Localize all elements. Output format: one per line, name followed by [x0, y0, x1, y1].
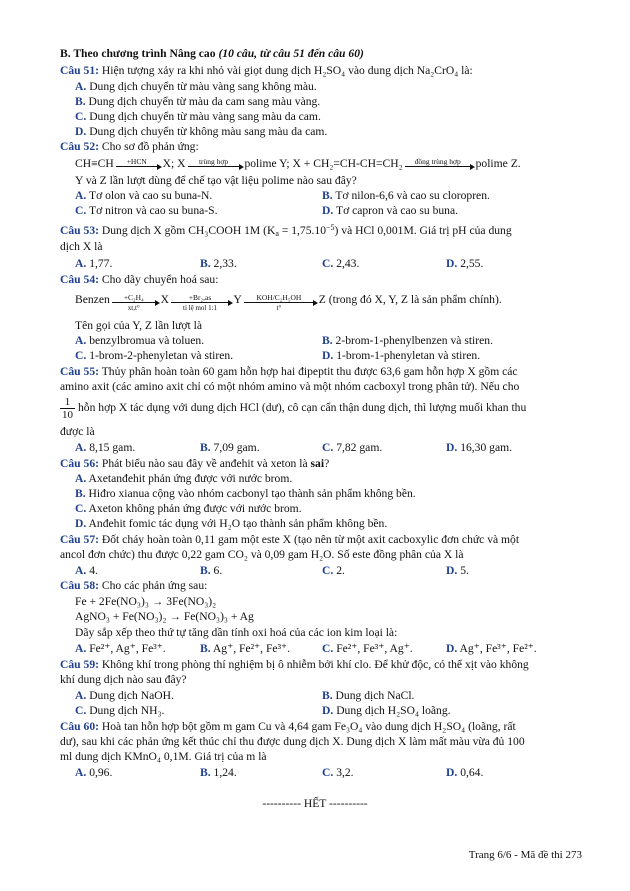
question-51 — [60, 63, 473, 78]
option-d: D. Anđehit fomic tác dụng với H₂O tạo thành sản phẩm không bền. — [75, 517, 388, 530]
question-52: Câu 52: Cho sơ đồ phản ứng: — [60, 140, 199, 153]
conversion-scheme: Benzen +C₂H₄ xt,t° X +Br₂,as tỉ lệ mol 1:1 Y KOH/C₂H₅OH t° Z (trong đó X, Y, Z là sản phẩm chính). — [75, 293, 502, 312]
option-a: A. 1,77. — [75, 257, 113, 270]
question-54: Câu 54: Cho dãy chuyển hoá sau: — [60, 273, 219, 286]
question-stem-cont: dư), sau khi các phản ứng kết thúc chỉ thu được dung dịch X. Dung dịch X làm mất màu vừa đủ 100 — [60, 735, 525, 748]
reaction-scheme: CH≡CH +HCN X; X trùng hợp polime Y; X + CH₂=CH-CH=CH₂ đồng trùng hợp polime Z. — [75, 157, 521, 170]
question-prompt: Tên gọi của Y, Z lần lượt là — [75, 319, 203, 332]
option-b: B. 2-brom-1-phenylbenzen và stiren. — [322, 334, 493, 347]
question-55: Câu 55: Thủy phân hoàn toàn 60 gam hỗn hợp hai đipeptit thu được 63,6 gam hỗn hợp X gồm các — [60, 365, 518, 378]
question-56: Câu 56: Phát biểu nào sau đây về anđehit và xeton là sai? — [60, 457, 330, 470]
question-stem-cont: ancol đơn chức) thu được 0,22 gam CO₂ và 0,09 gam H₂O. Số este đồng phân của X là — [60, 548, 464, 561]
option-b: B. 7,09 gam. — [200, 441, 260, 454]
option-d: D. 16,30 gam. — [446, 441, 513, 454]
option-b: B. Hiđro xianua cộng vào nhóm cacbonyl tạo thành sản phẩm không bền. — [75, 487, 416, 500]
option-c: C. 2. — [322, 564, 345, 577]
option-a: A. benzylbromua và toluen. — [75, 334, 205, 347]
question-stem: Hiện tượng xảy ra khi nhỏ vài giọt dung dịch H₂SO₄ vào dung dịch Na₂CrO₄ là: — [101, 64, 473, 77]
fraction: $\frac{1}{10}$ — [62, 396, 73, 421]
option-c: C. 7,82 gam. — [322, 441, 383, 454]
option-a: A. 4. — [75, 564, 98, 577]
option-d: D. Tơ capron và cao su buna. — [322, 204, 459, 217]
option-b: B. 6. — [200, 564, 223, 577]
question-stem-cont: dịch X là — [60, 240, 103, 253]
equation-2: AgNO₃ + Fe(NO₃)₂ → Fe(NO₃)₃ + Ag — [75, 610, 254, 623]
option-c: C. 1-brom-2-phenyletan và stiren. — [75, 349, 234, 362]
question-label: Câu 51: — [60, 64, 99, 77]
option-c: C. Axeton không phản ứng được với nước brom. — [75, 502, 302, 515]
question-stem-cont: được là — [60, 425, 95, 438]
question-stem-cont: amino axit (các amino axit chỉ có một nhóm amino và một nhóm cacboxyl trong phân tử). Nếu cho — [60, 380, 520, 393]
option-a: A. Axetanđehit phản ứng được với nước brom. — [75, 472, 293, 485]
option-d: D. 1-brom-1-phenyletan và stiren. — [322, 349, 481, 362]
option-b: B. 1,24. — [200, 766, 237, 779]
equation-1: Fe + 2Fe(NO₃)₃ → 3Fe(NO₃)₂ — [75, 595, 217, 608]
end-marker: ---------- HẾT ---------- — [262, 797, 368, 810]
section-title: B. Theo chương trình Nâng cao — [60, 47, 216, 60]
option-c: C. Fe²⁺, Fe³⁺, Ag⁺. — [322, 642, 413, 655]
question-59: Câu 59: Không khí trong phòng thí nghiệm bị ô nhiễm bởi khí clo. Để khử độc, có thể xịt vào không — [60, 658, 529, 671]
question-stem-cont: ml dung dịch KMnO₄ 0,1M. Giá trị của m là — [60, 750, 267, 763]
option-a: A. 0,96. — [75, 766, 113, 779]
question-53: Câu 53: Dung dịch X gồm CH₃COOH 1M $(K_a = 1,75.10^{-5})$ và HCl 0,001M. Giá trị pH của dung — [60, 223, 512, 238]
option-d: D. Dung dịch chuyển từ không màu sang màu da cam. — [75, 125, 328, 138]
option-b: B. Dung dịch NaCl. — [322, 689, 415, 702]
option-a: A. 8,15 gam. — [75, 441, 136, 454]
section-heading — [60, 46, 364, 61]
option-a: A. Dung dịch NaOH. — [75, 689, 174, 702]
option-b: B. Dung dịch chuyển từ màu da cam sang màu vàng. — [75, 95, 321, 108]
option-b: B. Ag⁺, Fe²⁺, Fe³⁺. — [200, 642, 291, 655]
option-a: A. Fe²⁺, Ag⁺, Fe³⁺. — [75, 642, 166, 655]
option-c: C. Dung dịch chuyển từ màu vàng sang màu da cam. — [75, 110, 321, 123]
question-58: Câu 58: Cho các phản ứng sau: — [60, 579, 208, 592]
option-a: A. Dung dịch chuyển từ màu vàng sang không màu. — [75, 80, 317, 93]
option-d: D. 2,55. — [446, 257, 484, 270]
option-d: D. 0,64. — [446, 766, 484, 779]
option-d: D. 5. — [446, 564, 469, 577]
option-d: D. Ag⁺, Fe³⁺, Fe²⁺. — [446, 642, 537, 655]
option-b: B. Tơ nilon-6,6 và cao su cloropren. — [322, 189, 490, 202]
page-footer: Trang 6/6 - Mã đề thi 273 — [468, 849, 582, 861]
option-c: C. Tơ nitron và cao su buna-S. — [75, 204, 218, 217]
question-prompt: Dãy sắp xếp theo thứ tự tăng dần tính oxi hoá của các ion kim loại là: — [75, 626, 398, 639]
question-prompt: Y và Z lần lượt dùng để chế tạo vật liệu polime nào sau đây? — [75, 174, 357, 187]
question-stem-cont: $\frac{1}{10}$ hỗn hợp X tác dụng với dung dịch HCl (dư), cô cạn cẩn thận dung dịch, thì lượng muối khan thu — [62, 396, 527, 421]
option-d: D. Dung dịch H₂SO₄ loãng. — [322, 704, 451, 717]
question-stem-cont: khí dung dịch nào sau đây? — [60, 673, 187, 686]
option-a: A. Tơ olon và cao su buna-N. — [75, 189, 213, 202]
option-c: C. Dung dịch NH₃. — [75, 704, 165, 717]
question-57: Câu 57: Đốt cháy hoàn toàn 0,11 gam một este X (tạo nên từ một axit cacboxylic đơn chức và một — [60, 533, 520, 546]
option-c: C. 3,2. — [322, 766, 354, 779]
question-60: Câu 60: Hoà tan hỗn hợp bột gồm m gam Cu và 4,64 gam Fe₃O₄ vào dung dịch H₂SO₄ (loãng, rất — [60, 720, 516, 733]
section-subtitle: (10 câu, từ câu 51 đến câu 60) — [218, 47, 364, 60]
option-c: C. 2,43. — [322, 257, 360, 270]
option-b: B. 2,33. — [200, 257, 237, 270]
